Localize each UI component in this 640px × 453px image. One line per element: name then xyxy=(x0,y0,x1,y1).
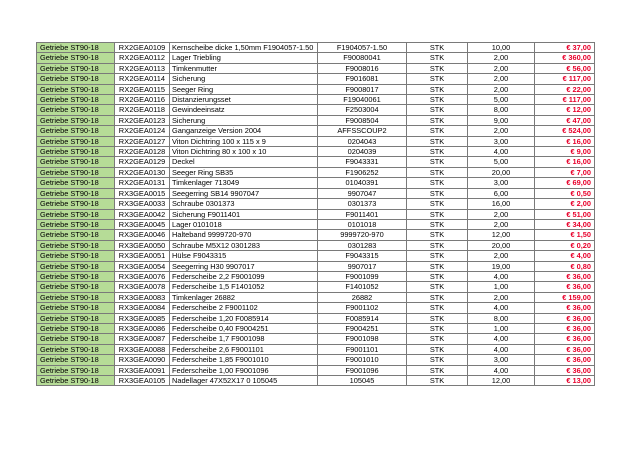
article-number-cell: RX2GEA0131 xyxy=(115,178,170,188)
article-number-cell: RX3GEA0084 xyxy=(115,303,170,313)
quantity-cell: 2,00 xyxy=(468,84,535,94)
table-row xyxy=(37,251,595,261)
article-number-cell: RX3GEA0076 xyxy=(115,271,170,281)
unit-cell: STK xyxy=(407,126,468,136)
table-row xyxy=(37,282,595,292)
price-cell: € 13,00 xyxy=(535,376,595,386)
unit-cell: STK xyxy=(407,178,468,188)
price-cell: € 22,00 xyxy=(535,84,595,94)
article-number-cell: RX2GEA0109 xyxy=(115,43,170,53)
quantity-cell: 2,00 xyxy=(468,74,535,84)
quantity-cell: 4,00 xyxy=(468,334,535,344)
description-cell: Sicherung xyxy=(170,115,318,125)
article-number-cell: RX3GEA0086 xyxy=(115,323,170,333)
article-number-cell: RX3GEA0083 xyxy=(115,292,170,302)
group-cell: Getriebe ST90-18 xyxy=(37,344,115,354)
part-number-cell: F9011401 xyxy=(318,209,407,219)
unit-cell: STK xyxy=(407,74,468,84)
group-cell: Getriebe ST90-18 xyxy=(37,292,115,302)
group-cell: Getriebe ST90-18 xyxy=(37,209,115,219)
price-cell: € 1,50 xyxy=(535,230,595,240)
table-row xyxy=(37,271,595,281)
part-number-cell: 9999720-970 xyxy=(318,230,407,240)
group-cell: Getriebe ST90-18 xyxy=(37,178,115,188)
quantity-cell: 2,00 xyxy=(468,63,535,73)
price-cell: € 117,00 xyxy=(535,95,595,105)
group-cell: Getriebe ST90-18 xyxy=(37,230,115,240)
quantity-cell: 3,00 xyxy=(468,355,535,365)
group-cell: Getriebe ST90-18 xyxy=(37,63,115,73)
article-number-cell: RX3GEA0078 xyxy=(115,282,170,292)
quantity-cell: 2,00 xyxy=(468,209,535,219)
group-cell: Getriebe ST90-18 xyxy=(37,282,115,292)
description-cell: Schraube M5X12 0301283 xyxy=(170,240,318,250)
part-number-cell: 9907017 xyxy=(318,261,407,271)
description-cell: Timkenlager 713049 xyxy=(170,178,318,188)
article-number-cell: RX3GEA0105 xyxy=(115,376,170,386)
description-cell: Distanzierungsset xyxy=(170,95,318,105)
group-cell: Getriebe ST90-18 xyxy=(37,147,115,157)
price-cell: € 360,00 xyxy=(535,53,595,63)
quantity-cell: 3,00 xyxy=(468,136,535,146)
description-cell: Sicherung F9011401 xyxy=(170,209,318,219)
part-number-cell: F1401052 xyxy=(318,282,407,292)
part-number-cell: 0204043 xyxy=(318,136,407,146)
table-row xyxy=(37,344,595,354)
unit-cell: STK xyxy=(407,188,468,198)
table-row xyxy=(37,355,595,365)
group-cell: Getriebe ST90-18 xyxy=(37,126,115,136)
price-cell: € 0,80 xyxy=(535,261,595,271)
unit-cell: STK xyxy=(407,157,468,167)
table-row xyxy=(37,230,595,240)
unit-cell: STK xyxy=(407,261,468,271)
quantity-cell: 12,00 xyxy=(468,376,535,386)
part-number-cell: 26882 xyxy=(318,292,407,302)
table-row xyxy=(37,376,595,386)
article-number-cell: RX2GEA0115 xyxy=(115,84,170,94)
quantity-cell: 1,00 xyxy=(468,282,535,292)
table-row xyxy=(37,53,595,63)
part-number-cell: F9043315 xyxy=(318,251,407,261)
description-cell: Federscheibe 2 F9001102 xyxy=(170,303,318,313)
article-number-cell: RX2GEA0116 xyxy=(115,95,170,105)
table-row xyxy=(37,323,595,333)
unit-cell: STK xyxy=(407,240,468,250)
table-row xyxy=(37,313,595,323)
unit-cell: STK xyxy=(407,199,468,209)
description-cell: Deckel xyxy=(170,157,318,167)
unit-cell: STK xyxy=(407,344,468,354)
table-row xyxy=(37,188,595,198)
part-number-cell: 0301283 xyxy=(318,240,407,250)
article-number-cell: RX2GEA0130 xyxy=(115,167,170,177)
unit-cell: STK xyxy=(407,95,468,105)
description-cell: Halteband 9999720-970 xyxy=(170,230,318,240)
unit-cell: STK xyxy=(407,303,468,313)
part-number-cell: F2503004 xyxy=(318,105,407,115)
unit-cell: STK xyxy=(407,271,468,281)
article-number-cell: RX3GEA0054 xyxy=(115,261,170,271)
article-number-cell: RX2GEA0124 xyxy=(115,126,170,136)
quantity-cell: 6,00 xyxy=(468,188,535,198)
article-number-cell: RX3GEA0042 xyxy=(115,209,170,219)
description-cell: Viton Dichtring 80 x 100 x 10 xyxy=(170,147,318,157)
quantity-cell: 2,00 xyxy=(468,126,535,136)
price-cell: € 56,00 xyxy=(535,63,595,73)
price-cell: € 37,00 xyxy=(535,43,595,53)
quantity-cell: 19,00 xyxy=(468,261,535,271)
description-cell: Federscheibe 1,5 F1401052 xyxy=(170,282,318,292)
article-number-cell: RX3GEA0088 xyxy=(115,344,170,354)
unit-cell: STK xyxy=(407,209,468,219)
description-cell: Seeger Ring SB35 xyxy=(170,167,318,177)
article-number-cell: RX2GEA0112 xyxy=(115,53,170,63)
part-number-cell: F9008016 xyxy=(318,63,407,73)
unit-cell: STK xyxy=(407,355,468,365)
quantity-cell: 16,00 xyxy=(468,199,535,209)
description-cell: Seegerring SB14 9907047 xyxy=(170,188,318,198)
unit-cell: STK xyxy=(407,147,468,157)
unit-cell: STK xyxy=(407,136,468,146)
price-cell: € 4,00 xyxy=(535,251,595,261)
description-cell: Viton Dichtring 100 x 115 x 9 xyxy=(170,136,318,146)
description-cell: Ganganzeige Version 2004 xyxy=(170,126,318,136)
group-cell: Getriebe ST90-18 xyxy=(37,251,115,261)
group-cell: Getriebe ST90-18 xyxy=(37,167,115,177)
description-cell: Timkenmutter xyxy=(170,63,318,73)
unit-cell: STK xyxy=(407,53,468,63)
unit-cell: STK xyxy=(407,334,468,344)
description-cell: Lager 0101018 xyxy=(170,219,318,229)
table-row xyxy=(37,105,595,115)
table-row xyxy=(37,74,595,84)
part-number-cell: F9001099 xyxy=(318,271,407,281)
price-cell: € 16,00 xyxy=(535,157,595,167)
description-cell: Federscheibe 1,7 F9001098 xyxy=(170,334,318,344)
part-number-cell: F9016081 xyxy=(318,74,407,84)
description-cell: Lager Triebling xyxy=(170,53,318,63)
quantity-cell: 2,00 xyxy=(468,53,535,63)
price-cell: € 16,00 xyxy=(535,136,595,146)
group-cell: Getriebe ST90-18 xyxy=(37,157,115,167)
quantity-cell: 20,00 xyxy=(468,167,535,177)
quantity-cell: 2,00 xyxy=(468,219,535,229)
group-cell: Getriebe ST90-18 xyxy=(37,84,115,94)
table-row xyxy=(37,209,595,219)
table-row xyxy=(37,136,595,146)
part-number-cell: F9004251 xyxy=(318,323,407,333)
unit-cell: STK xyxy=(407,219,468,229)
quantity-cell: 20,00 xyxy=(468,240,535,250)
price-cell: € 9,00 xyxy=(535,147,595,157)
table-row xyxy=(37,178,595,188)
article-number-cell: RX2GEA0128 xyxy=(115,147,170,157)
quantity-cell: 8,00 xyxy=(468,105,535,115)
description-cell: Federscheibe 0,40 F9004251 xyxy=(170,323,318,333)
table-row xyxy=(37,84,595,94)
article-number-cell: RX3GEA0045 xyxy=(115,219,170,229)
part-number-cell: 105045 xyxy=(318,376,407,386)
part-number-cell: F9001102 xyxy=(318,303,407,313)
parts-price-table xyxy=(36,42,595,386)
price-cell: € 12,00 xyxy=(535,105,595,115)
description-cell: Nadellager 47X52X17 0 105045 xyxy=(170,376,318,386)
table-row xyxy=(37,240,595,250)
table-body xyxy=(37,43,595,386)
unit-cell: STK xyxy=(407,251,468,261)
quantity-cell: 10,00 xyxy=(468,43,535,53)
price-cell: € 69,00 xyxy=(535,178,595,188)
part-number-cell: 0101018 xyxy=(318,219,407,229)
table-row xyxy=(37,147,595,157)
article-number-cell: RX3GEA0090 xyxy=(115,355,170,365)
article-number-cell: RX3GEA0050 xyxy=(115,240,170,250)
quantity-cell: 9,00 xyxy=(468,115,535,125)
article-number-cell: RX3GEA0046 xyxy=(115,230,170,240)
part-number-cell: F19040061 xyxy=(318,95,407,105)
quantity-cell: 4,00 xyxy=(468,303,535,313)
part-number-cell: F9001101 xyxy=(318,344,407,354)
part-number-cell: F9043331 xyxy=(318,157,407,167)
table-row xyxy=(37,167,595,177)
price-cell: € 36,00 xyxy=(535,365,595,375)
price-cell: € 36,00 xyxy=(535,313,595,323)
group-cell: Getriebe ST90-18 xyxy=(37,53,115,63)
description-cell: Schraube 0301373 xyxy=(170,199,318,209)
part-number-cell: 01040391 xyxy=(318,178,407,188)
quantity-cell: 5,00 xyxy=(468,95,535,105)
unit-cell: STK xyxy=(407,323,468,333)
group-cell: Getriebe ST90-18 xyxy=(37,115,115,125)
group-cell: Getriebe ST90-18 xyxy=(37,188,115,198)
price-cell: € 159,00 xyxy=(535,292,595,302)
table-row xyxy=(37,63,595,73)
quantity-cell: 4,00 xyxy=(468,344,535,354)
price-cell: € 0,50 xyxy=(535,188,595,198)
quantity-cell: 2,00 xyxy=(468,292,535,302)
part-number-cell: F90080041 xyxy=(318,53,407,63)
table-row xyxy=(37,126,595,136)
description-cell: Federscheibe 1,20 F0085914 xyxy=(170,313,318,323)
group-cell: Getriebe ST90-18 xyxy=(37,136,115,146)
table-row xyxy=(37,292,595,302)
unit-cell: STK xyxy=(407,365,468,375)
part-number-cell: F9001098 xyxy=(318,334,407,344)
part-number-cell: F1904057-1.50 xyxy=(318,43,407,53)
group-cell: Getriebe ST90-18 xyxy=(37,355,115,365)
price-cell: € 117,00 xyxy=(535,74,595,84)
part-number-cell: 0204039 xyxy=(318,147,407,157)
article-number-cell: RX2GEA0123 xyxy=(115,115,170,125)
description-cell: Gewindeeinsatz xyxy=(170,105,318,115)
price-cell: € 51,00 xyxy=(535,209,595,219)
description-cell: Seeger Ring xyxy=(170,84,318,94)
group-cell: Getriebe ST90-18 xyxy=(37,105,115,115)
price-cell: € 36,00 xyxy=(535,323,595,333)
part-number-cell: F9001096 xyxy=(318,365,407,375)
price-cell: € 2,00 xyxy=(535,199,595,209)
description-cell: Hülse F9043315 xyxy=(170,251,318,261)
group-cell: Getriebe ST90-18 xyxy=(37,219,115,229)
unit-cell: STK xyxy=(407,167,468,177)
table-row xyxy=(37,95,595,105)
part-number-cell: AFFSSCOUP2 xyxy=(318,126,407,136)
part-number-cell: F9008017 xyxy=(318,84,407,94)
description-cell: Timkenlager 26882 xyxy=(170,292,318,302)
unit-cell: STK xyxy=(407,63,468,73)
part-number-cell: F0085914 xyxy=(318,313,407,323)
price-cell: € 36,00 xyxy=(535,355,595,365)
price-cell: € 36,00 xyxy=(535,334,595,344)
article-number-cell: RX2GEA0113 xyxy=(115,63,170,73)
quantity-cell: 8,00 xyxy=(468,313,535,323)
article-number-cell: RX2GEA0118 xyxy=(115,105,170,115)
article-number-cell: RX2GEA0114 xyxy=(115,74,170,84)
part-number-cell: F1906252 xyxy=(318,167,407,177)
group-cell: Getriebe ST90-18 xyxy=(37,95,115,105)
table-row xyxy=(37,261,595,271)
article-number-cell: RX2GEA0129 xyxy=(115,157,170,167)
quantity-cell: 2,00 xyxy=(468,251,535,261)
table-row xyxy=(37,219,595,229)
price-cell: € 524,00 xyxy=(535,126,595,136)
description-cell: Federscheibe 1,85 F9001010 xyxy=(170,355,318,365)
table-row xyxy=(37,43,595,53)
description-cell: Seegerring H30 9907017 xyxy=(170,261,318,271)
group-cell: Getriebe ST90-18 xyxy=(37,74,115,84)
quantity-cell: 1,00 xyxy=(468,323,535,333)
article-number-cell: RX3GEA0085 xyxy=(115,313,170,323)
description-cell: Federscheibe 2,6 F9001101 xyxy=(170,344,318,354)
quantity-cell: 4,00 xyxy=(468,365,535,375)
group-cell: Getriebe ST90-18 xyxy=(37,365,115,375)
part-number-cell: F9001010 xyxy=(318,355,407,365)
unit-cell: STK xyxy=(407,292,468,302)
description-cell: Kernscheibe dicke 1,50mm F1904057-1.50 xyxy=(170,43,318,53)
table-row xyxy=(37,115,595,125)
quantity-cell: 5,00 xyxy=(468,157,535,167)
part-number-cell: 9907047 xyxy=(318,188,407,198)
price-cell: € 36,00 xyxy=(535,271,595,281)
article-number-cell: RX2GEA0127 xyxy=(115,136,170,146)
part-number-cell: F9008504 xyxy=(318,115,407,125)
table-row xyxy=(37,303,595,313)
table-row xyxy=(37,157,595,167)
table-row xyxy=(37,334,595,344)
part-number-cell: 0301373 xyxy=(318,199,407,209)
article-number-cell: RX3GEA0051 xyxy=(115,251,170,261)
group-cell: Getriebe ST90-18 xyxy=(37,240,115,250)
article-number-cell: RX3GEA0015 xyxy=(115,188,170,198)
group-cell: Getriebe ST90-18 xyxy=(37,303,115,313)
article-number-cell: RX3GEA0087 xyxy=(115,334,170,344)
price-cell: € 0,20 xyxy=(535,240,595,250)
quantity-cell: 4,00 xyxy=(468,147,535,157)
quantity-cell: 3,00 xyxy=(468,178,535,188)
group-cell: Getriebe ST90-18 xyxy=(37,199,115,209)
quantity-cell: 4,00 xyxy=(468,271,535,281)
quantity-cell: 12,00 xyxy=(468,230,535,240)
unit-cell: STK xyxy=(407,230,468,240)
price-cell: € 47,00 xyxy=(535,115,595,125)
group-cell: Getriebe ST90-18 xyxy=(37,43,115,53)
price-cell: € 36,00 xyxy=(535,303,595,313)
description-cell: Federscheibe 2,2 F9001099 xyxy=(170,271,318,281)
unit-cell: STK xyxy=(407,115,468,125)
group-cell: Getriebe ST90-18 xyxy=(37,376,115,386)
group-cell: Getriebe ST90-18 xyxy=(37,334,115,344)
unit-cell: STK xyxy=(407,84,468,94)
description-cell: Federscheibe 1,00 F9001096 xyxy=(170,365,318,375)
table-row xyxy=(37,365,595,375)
unit-cell: STK xyxy=(407,43,468,53)
article-number-cell: RX3GEA0033 xyxy=(115,199,170,209)
price-cell: € 36,00 xyxy=(535,344,595,354)
unit-cell: STK xyxy=(407,313,468,323)
group-cell: Getriebe ST90-18 xyxy=(37,323,115,333)
description-cell: Sicherung xyxy=(170,74,318,84)
unit-cell: STK xyxy=(407,282,468,292)
group-cell: Getriebe ST90-18 xyxy=(37,261,115,271)
table-row xyxy=(37,199,595,209)
price-cell: € 36,00 xyxy=(535,282,595,292)
group-cell: Getriebe ST90-18 xyxy=(37,271,115,281)
price-cell: € 34,00 xyxy=(535,219,595,229)
article-number-cell: RX3GEA0091 xyxy=(115,365,170,375)
price-cell: € 7,00 xyxy=(535,167,595,177)
unit-cell: STK xyxy=(407,105,468,115)
unit-cell: STK xyxy=(407,376,468,386)
group-cell: Getriebe ST90-18 xyxy=(37,313,115,323)
